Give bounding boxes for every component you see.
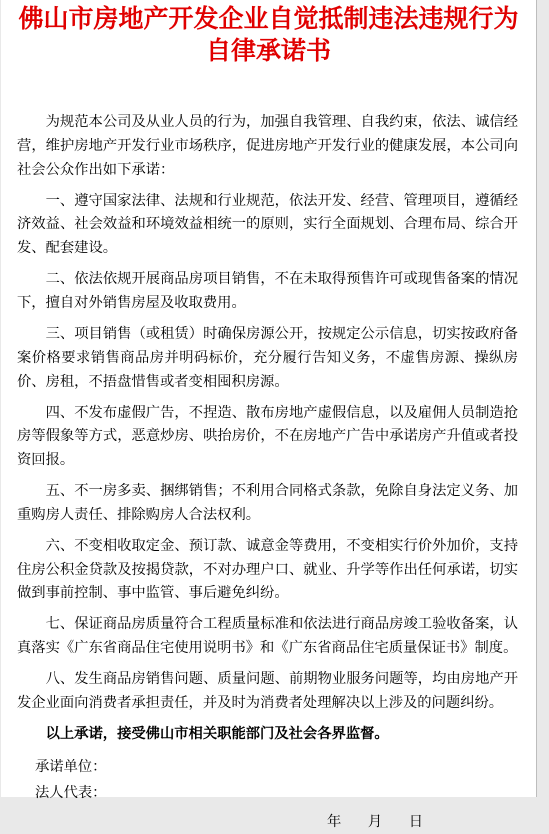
paragraph-3: 三、项目销售（或租赁）时确保房源公开，按规定公示信息，切实按政府备案价格要求销售商品房并明码标价，充分履行告知义务，不虚售房源、操纵房价、房租，不捂盘惜售或者变相囤积房源。 [17,325,518,390]
paragraph-1: 一、遵守国家法律、法规和行业规范，依法开发、经营、管理项目，遵循经济效益、社会效益和环境效益相统一的原则，实行全面规划、合理布局、综合开发、配套建设。 [17,192,518,257]
promising-unit-label: 承诺单位： [35,759,107,775]
date-month: 月 [367,814,383,830]
title-line-2: 自律承诺书 [205,36,331,65]
paragraph-intro: 为规范本公司及从业人员的行为，加强自我管理、自我约束，依法、诚信经营，维护房地产开发行业市场秩序，促进房地产开发行业的健康发展，本公司向社会公众作出如下承诺： [17,114,518,178]
document-body [17,111,518,747]
closing-statement: 以上承诺，接受佛山市相关职能部门及社会各界监督。 [45,726,389,743]
paragraph-6: 六、不变相收取定金、预订款、诚意金等费用，不变相实行价外加价，支持住房公积金贷款及按揭贷款，不对办理户口、就业、升学等作出任何承诺，切实做到事前控制、事中监管、事后避免纠纷。 [17,537,518,602]
paragraph-2: 二、依法依规开展商品房项目销售，不在未取得预售许可或现售备案的情况下，擅自对外销售房屋及收取费用。 [17,271,518,311]
paragraph-7: 七、保证商品房质量符合工程质量标准和依法进行商品房竣工验收备案，认真落实《广东省商品住宅使用说明书》和《广东省商品住宅质量保证书》制度。 [17,616,518,657]
date-line [1,810,536,834]
paragraph-4: 四、不发布虚假广告，不捏造、散布房地产虚假信息，以及雇佣人员制造抢房等假象等方式，恶意炒房、哄抬房价，不在房地产广告中承诺房产升值或者投资回报。 [17,404,518,469]
document-title [5,3,532,67]
legal-rep-label: 法人代表： [35,785,107,801]
document-page [1,0,537,830]
date-day: 日 [408,814,423,830]
signature-block [35,754,536,806]
paragraph-8: 八、发生商品房销售问题、质量问题、前期物业服务问题等，均由房地产开发企业面向消费者承担责任，并及时为消费者处理解决以上涉及的问题纠纷。 [17,671,518,712]
date-year: 年 [327,814,342,830]
title-line-1: 佛山市房地产开发企业自觉抵制违法违规行为 [18,4,519,33]
paragraph-5: 五、不一房多卖、捆绑销售；不利用合同格式条款，免除自身法定义务、加重购房人责任、排除购房人合法权利。 [17,483,518,523]
